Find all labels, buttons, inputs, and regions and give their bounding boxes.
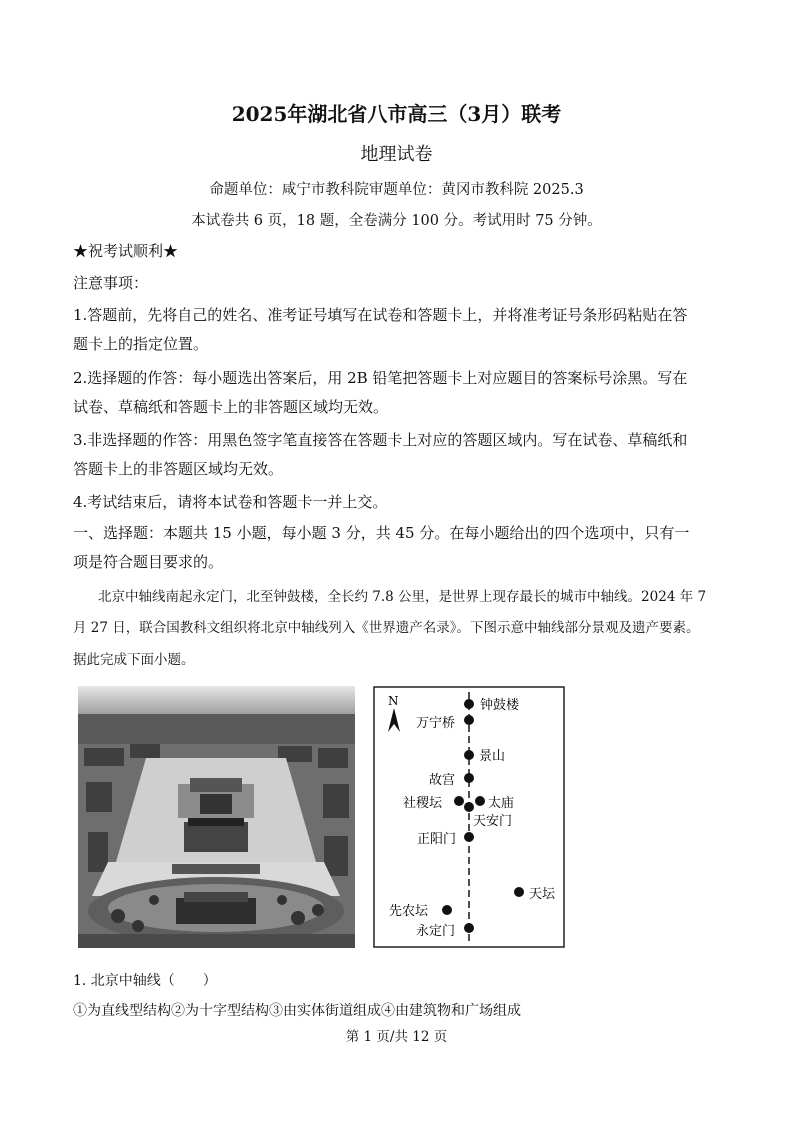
point-xiannongtan — [442, 905, 452, 915]
label-shejitan: 社稷坛 — [403, 796, 443, 811]
label-xiannongtan: 先农坛 — [389, 904, 429, 919]
note-2-line-2: 试卷、草稿纸和答题卡上的非答题区域均无效。 — [73, 398, 389, 416]
point-wanningqiao — [464, 715, 474, 725]
label-taimiao: 太庙 — [488, 796, 515, 811]
note-2-line-1: 2.选择题的作答：每小题选出答案后，用 2B 铅笔把答题卡上对应题目的答案标号涂黑。写在 — [73, 369, 688, 387]
label-jingshan: 景山 — [479, 749, 506, 764]
exam-title: 2025年湖北省八市高三（3月）联考 — [231, 102, 562, 126]
point-zhonggulou — [464, 699, 474, 709]
note-3-line-1: 3.非选择题的作答：用黑色签字笔直接答在答题卡上对应的答题区域内。写在试卷、草稿纸和 — [73, 431, 688, 449]
north-label: N — [388, 694, 399, 708]
exam-units: 命题单位：咸宁市教科院审题单位：黄冈市教科院 2025.3 — [209, 182, 584, 198]
question-1-stem: 1. 北京中轴线（ ） — [73, 973, 217, 989]
question-1-options: ①为直线型结构②为十字型结构③由实体街道组成④由建筑物和广场组成 — [73, 1003, 521, 1019]
note-4-line-1: 4.考试结束后，请将本试卷和答题卡一并上交。 — [73, 493, 388, 511]
passage-line-1: 北京中轴线南起永定门，北至钟鼓楼，全长约 7.8 公里，是世界上现存最长的城市中轴线。2024 年 7 — [98, 589, 707, 605]
exam-info: 本试卷共 6 页，18 题，全卷满分 100 分。考试用时 75 分钟。 — [191, 213, 602, 229]
label-wanningqiao: 万宁桥 — [416, 716, 456, 731]
point-zhengyangmen — [464, 832, 474, 842]
passage-line-2: 月 27 日，联合国教科文组织将北京中轴线列入《世界遗产名录》。下图示意中轴线部分景观及遗产要素。 — [73, 620, 700, 636]
label-zhengyangmen: 正阳门 — [417, 832, 457, 847]
point-shejitan — [454, 796, 464, 806]
central-axis-map — [373, 686, 565, 948]
notes-heading: 注意事项： — [73, 274, 149, 292]
label-tiantan: 天坛 — [529, 887, 556, 902]
section-heading-line-2: 项是符合题目要求的。 — [73, 553, 224, 571]
passage-line-3: 据此完成下面小题。 — [73, 652, 195, 668]
point-yongdingmen — [464, 923, 474, 933]
aerial-photo — [78, 686, 355, 948]
wish-line: ★祝考试顺利★ — [73, 242, 179, 260]
section-heading-line-1: 一、选择题：本题共 15 小题，每小题 3 分，共 45 分。在每小题给出的四个选项中，只有一 — [73, 524, 690, 542]
label-tiananmen: 天安门 — [473, 814, 513, 829]
note-1-line-1: 1.答题前，先将自己的姓名、准考证号填写在试卷和答题卡上，并将准考证号条形码粘贴在答 — [73, 306, 688, 324]
point-gugong — [464, 773, 474, 783]
label-yongdingmen: 永定门 — [416, 924, 456, 939]
note-1-line-2: 题卡上的指定位置。 — [73, 335, 209, 353]
page-footer: 第 1 页/共 12 页 — [345, 1029, 448, 1045]
note-3-line-2: 答题卡上的非答题区域均无效。 — [73, 460, 284, 478]
point-tiananmen — [464, 802, 474, 812]
point-tiantan — [514, 887, 524, 897]
label-gugong: 故宫 — [429, 773, 456, 788]
exam-subject: 地理试卷 — [360, 144, 433, 165]
label-zhonggulou: 钟鼓楼 — [480, 698, 520, 713]
point-taimiao — [475, 796, 485, 806]
point-jingshan — [464, 750, 474, 760]
